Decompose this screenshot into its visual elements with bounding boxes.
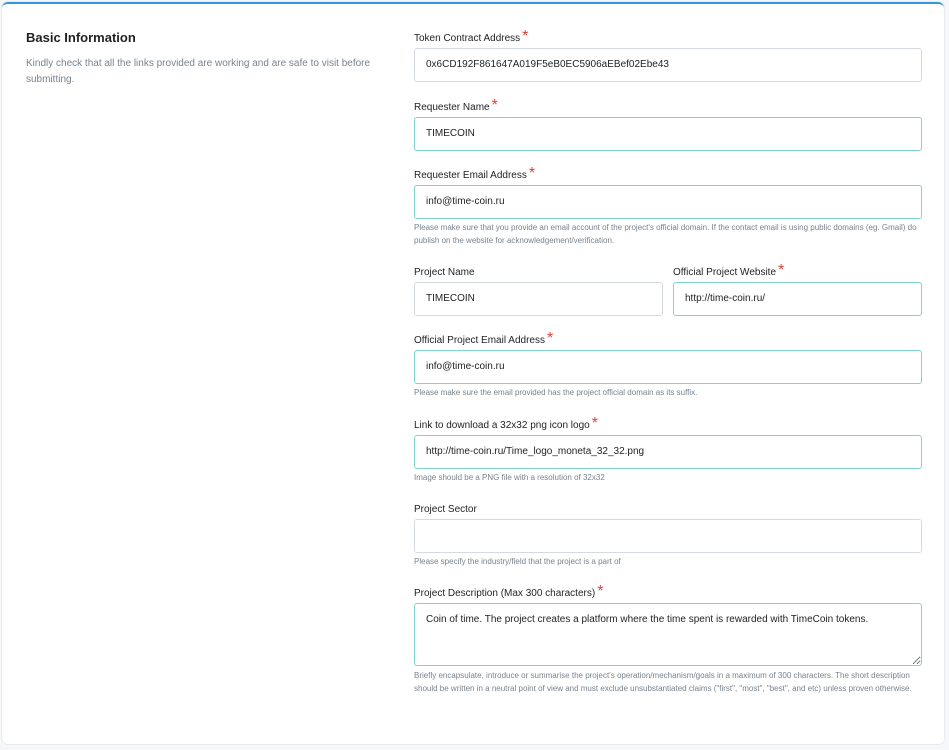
requester-email-label: Requester Email Address xyxy=(414,170,527,181)
required-marker: * xyxy=(597,583,604,600)
token-contract-input[interactable]: 0x6CD192F861647A019F5eB0EC5906aEBef02Ebe43 xyxy=(414,48,922,82)
project-email-label-row xyxy=(414,330,922,348)
project-email-input[interactable]: info@time-coin.ru xyxy=(414,350,922,384)
requester-email-help: Please make sure that you provide an email account of the project's official domain. If the contact email is using public domains (eg. Gmail) do publish on the website for acknowledgement/verification. xyxy=(414,223,917,245)
section-title: Basic Information xyxy=(26,30,136,45)
required-marker: * xyxy=(778,262,785,279)
token-contract-label: Token Contract Address xyxy=(414,33,521,44)
project-sector-input[interactable] xyxy=(414,519,922,553)
requester-email-input[interactable]: info@time-coin.ru xyxy=(414,185,922,219)
project-description-textarea[interactable] xyxy=(414,603,922,666)
project-sector-help: Please specify the industry/field that the project is a part of xyxy=(414,557,621,566)
project-sector-label: Project Sector xyxy=(414,504,477,515)
project-email-label: Official Project Email Address xyxy=(414,335,545,346)
project-description-help: Briefly encapsulate, introduce or summarise the project's operation/mechanism/goals in a maximum of 300 characters. The short description should be written in a neutral point of view and must exclude unsubstantiated claims ("first", "most", "best", and etc) unless proven otherwise. xyxy=(414,671,912,693)
project-name-label-row xyxy=(414,262,662,280)
section-intro xyxy=(26,30,376,88)
requester-name-input[interactable]: TIMECOIN xyxy=(414,117,922,151)
project-description-label-row xyxy=(414,583,922,601)
project-website-input[interactable]: http://time-coin.ru/ xyxy=(673,282,922,316)
required-marker: * xyxy=(591,415,598,432)
requester-name-label-row xyxy=(414,97,922,115)
basic-information-card xyxy=(2,2,944,744)
required-marker: * xyxy=(491,97,498,114)
required-marker: * xyxy=(546,330,554,347)
required-marker: * xyxy=(522,28,529,45)
logo-link-label: Link to download a 32x32 png icon logo xyxy=(414,420,590,431)
requester-email-label-row xyxy=(414,165,922,183)
project-description-label: Project Description (Max 300 characters) xyxy=(414,588,596,599)
project-name-label: Project Name xyxy=(414,267,475,278)
required-marker: * xyxy=(528,165,536,182)
project-sector-label-row xyxy=(414,499,922,517)
project-name-input[interactable]: TIMECOIN xyxy=(414,282,663,316)
logo-link-help: Image should be a PNG file with a resolution of 32x32 xyxy=(414,473,605,482)
token-contract-label-row xyxy=(414,28,922,46)
requester-name-label: Requester Name xyxy=(414,102,490,113)
project-website-label-row xyxy=(673,262,922,280)
logo-link-input[interactable]: http://time-coin.ru/Time_logo_moneta_32_32.png xyxy=(414,435,922,469)
project-email-help: Please make sure the email provided has the project official domain as its suffix. xyxy=(414,388,698,397)
logo-link-label-row xyxy=(414,415,922,433)
project-website-label: Official Project Website xyxy=(673,267,777,278)
section-description: Kindly check that all the links provided are working and are safe to visit before submitting. xyxy=(26,58,371,85)
